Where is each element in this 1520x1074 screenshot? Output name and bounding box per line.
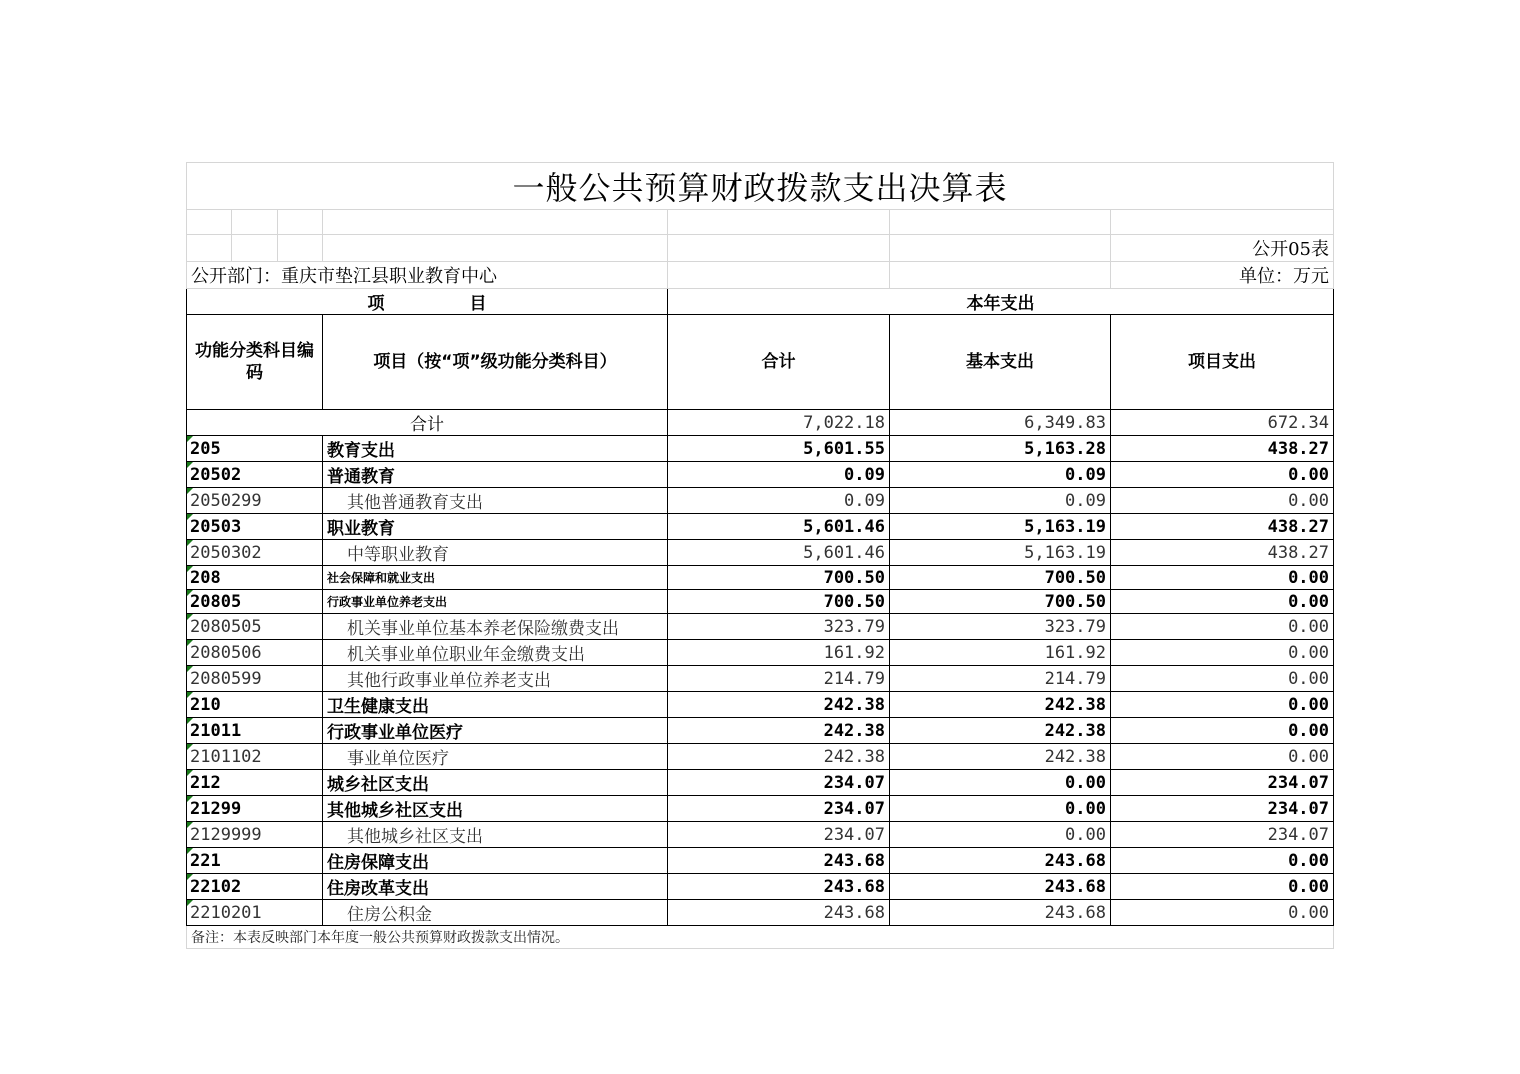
header-row-1 xyxy=(187,289,1334,315)
row-total: 234.07 xyxy=(668,796,890,822)
row-code-text: 2050299 xyxy=(190,490,262,511)
row-total: 5,601.46 xyxy=(668,540,890,566)
row-name: 城乡社区支出 xyxy=(323,770,668,796)
row-code xyxy=(187,848,323,874)
table-row xyxy=(187,874,1334,900)
table-row xyxy=(187,692,1334,718)
row-code xyxy=(187,796,323,822)
row-project: 438.27 xyxy=(1111,436,1334,462)
form-number-row xyxy=(187,235,1334,262)
row-basic: 0.00 xyxy=(890,770,1111,796)
row-project: 234.07 xyxy=(1111,822,1334,848)
cell-marker-icon xyxy=(187,718,193,724)
row-name: 行政事业单位养老支出 xyxy=(323,590,668,614)
row-code xyxy=(187,666,323,692)
row-total: 0.09 xyxy=(668,488,890,514)
row-project: 0.00 xyxy=(1111,848,1334,874)
row-project: 0.00 xyxy=(1111,590,1334,614)
row-project: 0.00 xyxy=(1111,718,1334,744)
page-title: 一般公共预算财政拨款支出决算表 xyxy=(187,163,1334,210)
row-name: 社会保障和就业支出 xyxy=(323,566,668,590)
table-row xyxy=(187,488,1334,514)
cell-marker-icon xyxy=(187,566,193,572)
cell-marker-icon xyxy=(187,822,193,828)
total-row xyxy=(187,410,1334,436)
row-total: 214.79 xyxy=(668,666,890,692)
row-code xyxy=(187,540,323,566)
row-code-text: 21299 xyxy=(190,798,242,819)
row-total: 243.68 xyxy=(668,900,890,926)
row-code xyxy=(187,436,323,462)
row-total: 323.79 xyxy=(668,614,890,640)
row-code-text: 210 xyxy=(190,694,221,715)
row-code xyxy=(187,590,323,614)
row-project: 0.00 xyxy=(1111,614,1334,640)
header-item: 项 目 xyxy=(187,289,668,315)
row-basic: 0.00 xyxy=(890,822,1111,848)
cell-marker-icon xyxy=(187,666,193,672)
unit-label: 单位：万元 xyxy=(1111,262,1334,289)
table-row xyxy=(187,848,1334,874)
row-total: 243.68 xyxy=(668,848,890,874)
row-name: 职业教育 xyxy=(323,514,668,540)
row-total: 234.07 xyxy=(668,822,890,848)
row-name: 中等职业教育 xyxy=(323,540,668,566)
row-code-text: 2080599 xyxy=(190,668,262,689)
table-row xyxy=(187,436,1334,462)
row-code-text: 2050302 xyxy=(190,542,262,563)
row-total: 242.38 xyxy=(668,718,890,744)
budget-sheet xyxy=(186,162,1333,949)
row-name: 行政事业单位医疗 xyxy=(323,718,668,744)
table-row xyxy=(187,666,1334,692)
header-basic: 基本支出 xyxy=(890,315,1111,410)
row-basic: 242.38 xyxy=(890,744,1111,770)
cell-marker-icon xyxy=(187,514,193,520)
row-total: 700.50 xyxy=(668,590,890,614)
blank-row xyxy=(187,210,1334,235)
row-code-text: 20502 xyxy=(190,464,242,485)
header-total: 合计 xyxy=(668,315,890,410)
row-name: 其他城乡社区支出 xyxy=(323,822,668,848)
table-row xyxy=(187,540,1334,566)
row-basic: 0.09 xyxy=(890,488,1111,514)
row-total: 242.38 xyxy=(668,692,890,718)
row-project: 0.00 xyxy=(1111,462,1334,488)
row-name: 住房保障支出 xyxy=(323,848,668,874)
total-label: 合计 xyxy=(187,410,668,436)
cell-marker-icon xyxy=(187,462,193,468)
row-name: 事业单位医疗 xyxy=(323,744,668,770)
row-code-text: 2101102 xyxy=(190,746,262,767)
row-name: 住房公积金 xyxy=(323,900,668,926)
row-basic: 700.50 xyxy=(890,566,1111,590)
row-code xyxy=(187,718,323,744)
row-basic: 0.09 xyxy=(890,462,1111,488)
row-code-text: 212 xyxy=(190,772,221,793)
table-row xyxy=(187,590,1334,614)
row-code xyxy=(187,614,323,640)
row-code-text: 21011 xyxy=(190,720,242,741)
row-code xyxy=(187,462,323,488)
row-project: 0.00 xyxy=(1111,900,1334,926)
cell-marker-icon xyxy=(187,874,193,880)
row-code-text: 2080506 xyxy=(190,642,262,663)
row-code xyxy=(187,514,323,540)
cell-marker-icon xyxy=(187,796,193,802)
row-name: 其他普通教育支出 xyxy=(323,488,668,514)
row-code xyxy=(187,874,323,900)
row-code xyxy=(187,692,323,718)
cell-marker-icon xyxy=(187,614,193,620)
row-total: 700.50 xyxy=(668,566,890,590)
table-row xyxy=(187,462,1334,488)
cell-marker-icon xyxy=(187,770,193,776)
row-code xyxy=(187,900,323,926)
row-basic: 323.79 xyxy=(890,614,1111,640)
row-name: 卫生健康支出 xyxy=(323,692,668,718)
row-project: 438.27 xyxy=(1111,514,1334,540)
data-rows xyxy=(187,436,1334,926)
note-row xyxy=(187,926,1334,949)
row-project: 0.00 xyxy=(1111,874,1334,900)
cell-marker-icon xyxy=(187,488,193,494)
row-project: 0.00 xyxy=(1111,640,1334,666)
row-project: 0.00 xyxy=(1111,692,1334,718)
row-code xyxy=(187,822,323,848)
row-total: 161.92 xyxy=(668,640,890,666)
row-code-text: 20503 xyxy=(190,516,242,537)
row-basic: 5,163.19 xyxy=(890,540,1111,566)
header-row-2 xyxy=(187,315,1334,410)
table-row xyxy=(187,744,1334,770)
row-code-text: 20805 xyxy=(190,591,242,612)
row-project: 234.07 xyxy=(1111,796,1334,822)
row-total: 242.38 xyxy=(668,744,890,770)
row-name: 教育支出 xyxy=(323,436,668,462)
row-code xyxy=(187,566,323,590)
row-total: 0.09 xyxy=(668,462,890,488)
row-basic: 242.38 xyxy=(890,692,1111,718)
row-code-text: 2080505 xyxy=(190,616,262,637)
cell-marker-icon xyxy=(187,436,193,442)
header-current-year: 本年支出 xyxy=(668,289,1334,315)
row-basic: 243.68 xyxy=(890,900,1111,926)
row-total: 234.07 xyxy=(668,770,890,796)
table-row xyxy=(187,718,1334,744)
row-basic: 243.68 xyxy=(890,874,1111,900)
table-row xyxy=(187,514,1334,540)
total-basic: 6,349.83 xyxy=(890,410,1111,436)
title-row xyxy=(187,163,1334,210)
table-row xyxy=(187,900,1334,926)
row-project: 0.00 xyxy=(1111,744,1334,770)
row-name: 住房改革支出 xyxy=(323,874,668,900)
form-number: 公开05表 xyxy=(1111,235,1334,262)
row-code xyxy=(187,488,323,514)
table-row xyxy=(187,796,1334,822)
row-name: 机关事业单位基本养老保险缴费支出 xyxy=(323,614,668,640)
row-basic: 214.79 xyxy=(890,666,1111,692)
row-code xyxy=(187,640,323,666)
total-project: 672.34 xyxy=(1111,410,1334,436)
row-code xyxy=(187,744,323,770)
row-code-text: 221 xyxy=(190,850,221,871)
table-row xyxy=(187,822,1334,848)
cell-marker-icon xyxy=(187,900,193,906)
row-project: 0.00 xyxy=(1111,488,1334,514)
total-amount: 7,022.18 xyxy=(668,410,890,436)
row-project: 438.27 xyxy=(1111,540,1334,566)
row-code xyxy=(187,770,323,796)
cell-marker-icon xyxy=(187,640,193,646)
row-total: 5,601.55 xyxy=(668,436,890,462)
row-basic: 700.50 xyxy=(890,590,1111,614)
row-name: 普通教育 xyxy=(323,462,668,488)
row-code-text: 22102 xyxy=(190,876,242,897)
row-project: 0.00 xyxy=(1111,566,1334,590)
row-basic: 5,163.19 xyxy=(890,514,1111,540)
row-code-text: 208 xyxy=(190,567,221,588)
header-item-name: 项目（按“项”级功能分类科目） xyxy=(323,315,668,410)
department-row xyxy=(187,262,1334,289)
row-project: 234.07 xyxy=(1111,770,1334,796)
row-total: 5,601.46 xyxy=(668,514,890,540)
cell-marker-icon xyxy=(187,590,193,596)
row-name: 其他城乡社区支出 xyxy=(323,796,668,822)
table-row xyxy=(187,614,1334,640)
row-name: 其他行政事业单位养老支出 xyxy=(323,666,668,692)
row-basic: 242.38 xyxy=(890,718,1111,744)
department-label: 公开部门：重庆市垫江县职业教育中心 xyxy=(187,262,668,289)
header-project: 项目支出 xyxy=(1111,315,1334,410)
row-basic: 5,163.28 xyxy=(890,436,1111,462)
cell-marker-icon xyxy=(187,744,193,750)
row-basic: 243.68 xyxy=(890,848,1111,874)
table-row xyxy=(187,640,1334,666)
row-total: 243.68 xyxy=(668,874,890,900)
header-code: 功能分类科目编码 xyxy=(187,315,323,410)
row-code-text: 205 xyxy=(190,438,221,459)
footnote: 备注：本表反映部门本年度一般公共预算财政拨款支出情况。 xyxy=(187,926,1334,949)
row-code-text: 2129999 xyxy=(190,824,262,845)
table-row xyxy=(187,770,1334,796)
row-basic: 161.92 xyxy=(890,640,1111,666)
table-row xyxy=(187,566,1334,590)
cell-marker-icon xyxy=(187,540,193,546)
expenditure-table xyxy=(186,162,1334,949)
cell-marker-icon xyxy=(187,692,193,698)
row-code-text: 2210201 xyxy=(190,902,262,923)
row-name: 机关事业单位职业年金缴费支出 xyxy=(323,640,668,666)
row-project: 0.00 xyxy=(1111,666,1334,692)
row-basic: 0.00 xyxy=(890,796,1111,822)
cell-marker-icon xyxy=(187,848,193,854)
